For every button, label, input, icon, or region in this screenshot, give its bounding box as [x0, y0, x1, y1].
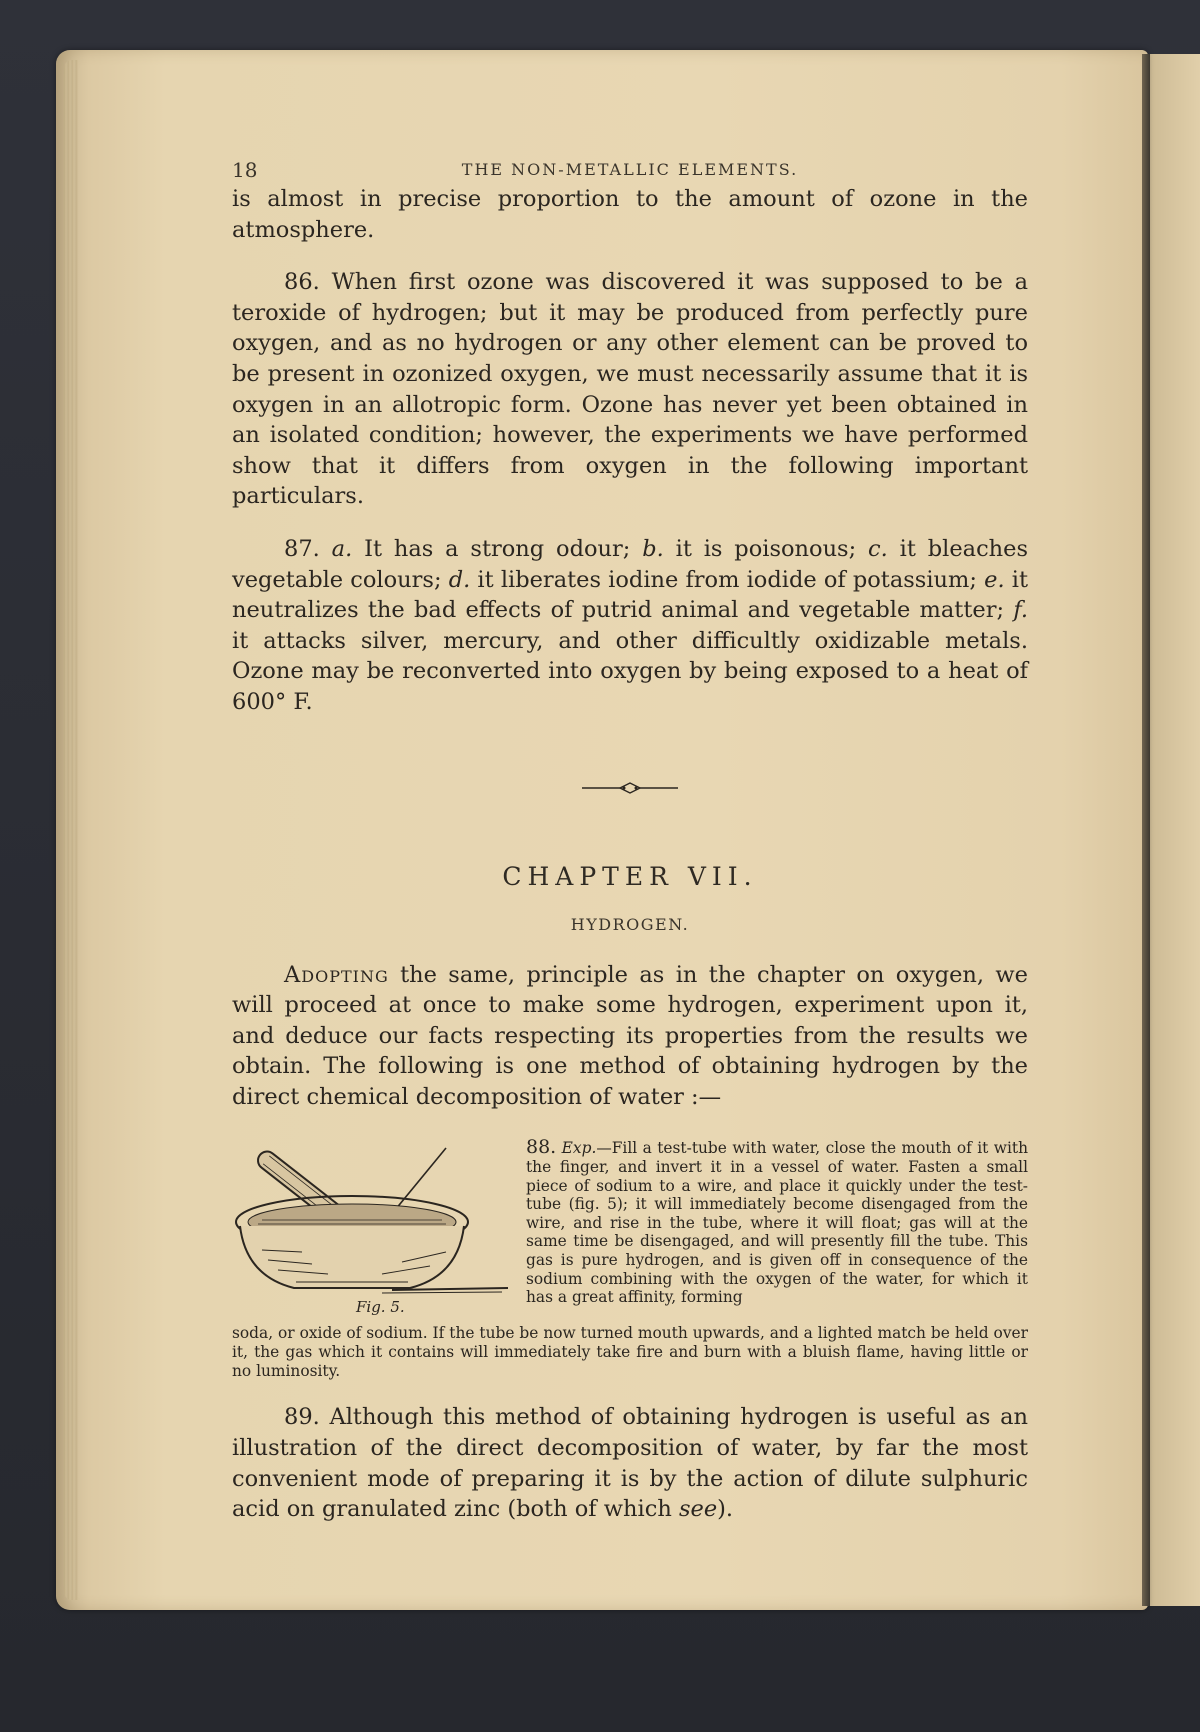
paragraph-86: 86. When first ozone was discovered it was supposed to be a teroxide of hydrogen; but it may be produced from perfectly pure oxygen, and as no hydrogen or any other element can be proved to be present in ozonized oxygen, we must necessarily assume that it is oxygen in an allotropic form. Ozone has never yet been obtained in an isolated condition; however, the experiments we have performed show that it differs from oxygen in the following important particulars. [232, 269, 1028, 510]
experiment-88-text-continued: soda, or oxide of sodium. If the tube be now turned mouth upwards, and a lighted match be held over it, the gas which it contains will immediately take fire and burn with a bluish flame, having little or no luminosity. [232, 1324, 1028, 1380]
paragraph-89: 89. Although this method of obtaining hydrogen is useful as an illustration of the direct decomposition of water, by far the most convenient mode of preparing it is by the action of dilute sulphuric acid on granulated zinc (both of which see). [232, 1404, 1028, 1523]
facing-page-edge [1150, 54, 1200, 1606]
chapter-intro-paragraph: Adopting the same, principle as in the chapter on oxygen, we will proceed at once to make some hydrogen, experiment upon it, and deduce our facts respecting its properties from the results we obtain. The following is one method of obtaining hydrogen by the direct chemical decomposition of water :— [232, 961, 1028, 1110]
chapter-title: CHAPTER VII. [502, 861, 758, 891]
experiment-88 [232, 1138, 1028, 1388]
figure-caption: Fig. 5. [356, 1298, 405, 1317]
paragraph-87: 87. a. It has a strong odour; b. it is poisonous; c. it bleaches vegetable colours; d. it liberates iodine from iodide of potassium; e. it neutralizes the bad effects of putrid animal and vegetable matter; f. it attacks silver, mercury, and other difficultly oxidizable metals. Ozone may be reconverted into oxygen by being exposed to a heat of 600° F. [232, 535, 1029, 715]
running-head [232, 150, 1028, 184]
section-divider-ornament [580, 780, 680, 794]
chapter-subtitle: HYDROGEN. [570, 914, 690, 934]
page-stack-edge [64, 60, 78, 1600]
paragraph-85-continuation: is almost in precise proportion to the amount of ozone in the atmosphere. [232, 186, 1028, 243]
experiment-88-text: 88. Exp.—Fill a test-tube with water, close the mouth of it with the finger, and invert it in a vessel of water. Fasten a small piece of sodium to a wire, and place it quickly under the test-tube (fig. 5); it will immediately become disengaged from the wire, and rise in the tube, where it will float; gas will at the same time be disengaged, and will presently fill the tube. This gas is pure hydrogen, and is given off in consequence of the sodium combining with the oxygen of the water, for which it has a great affinity, forming [526, 1136, 1028, 1307]
running-head-title: THE NON-METALLIC ELEMENTS. [461, 160, 799, 179]
book-gutter [1142, 54, 1150, 1606]
page-content [232, 150, 1028, 1525]
page-number: 18 [232, 158, 258, 182]
